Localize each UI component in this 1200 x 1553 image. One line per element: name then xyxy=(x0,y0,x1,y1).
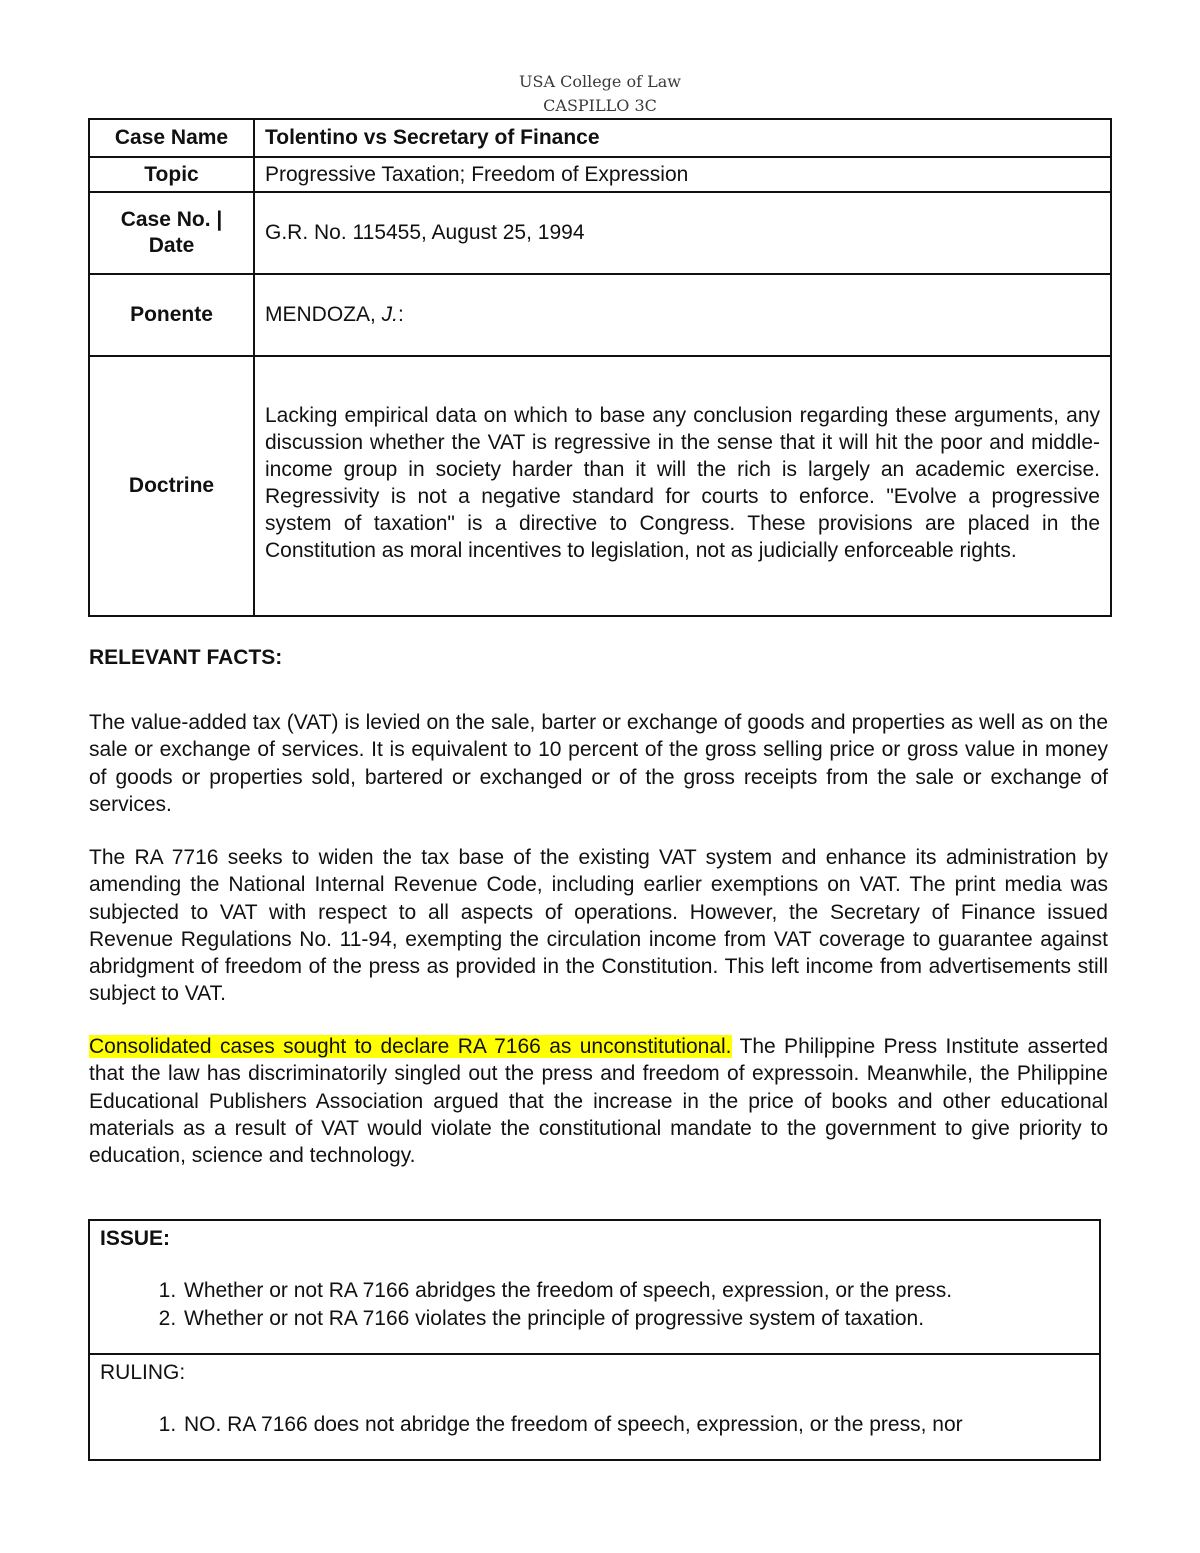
table-row xyxy=(89,157,1111,192)
ponente-value xyxy=(254,274,1111,356)
case-digest-table xyxy=(88,118,1112,617)
case-name-value: Tolentino vs Secretary of Finance xyxy=(254,119,1111,157)
facts-paragraph-3 xyxy=(89,1033,1108,1169)
issue-list xyxy=(100,1277,1089,1333)
facts-paragraph-3-rest: The Philippine Press Institute asserted that the law has discriminatorily singled out the press and freedom of expressoin. Meanwhile, the Philippine Educational Publishers Association argued that the increase in the price of books and other educational materials as a result of VAT would violate the constitutional mandate to the government to give priority to education, science and technology. xyxy=(89,1035,1108,1168)
list-item: 1. NO. RA 7166 does not abridge the freedom of speech, expression, or the press, nor xyxy=(182,1411,1089,1439)
topic-label: Topic xyxy=(89,157,254,192)
table-row xyxy=(89,1354,1100,1460)
ruling-heading: RULING: xyxy=(100,1361,186,1384)
table-row xyxy=(89,356,1111,616)
doctrine-value: Lacking empirical data on which to base any conclusion regarding these arguments, any discussion whether the VAT is regressive in the sense that it will hit the poor and middle-income group in society harder than it will the rich is largely an academic exercise. Regressivity is not a negative standard for courts to enforce. "Evolve a progressive system of taxation" is a directive to Congress. These provisions are placed in the Constitution as moral incentives to legislation, not as judicially enforceable rights. xyxy=(254,356,1111,616)
issue-ruling-table xyxy=(88,1219,1101,1461)
list-item: 1. Whether or not RA 7166 abridges the freedom of speech, expression, or the press. xyxy=(182,1277,1089,1305)
date-label: Date xyxy=(148,234,195,257)
case-name-label: Case Name xyxy=(89,119,254,157)
relevant-facts-heading: RELEVANT FACTS: xyxy=(89,646,283,669)
issue-cell xyxy=(89,1220,1100,1354)
topic-value: Progressive Taxation; Freedom of Expression xyxy=(254,157,1111,192)
case-no-label: Case No. | xyxy=(120,208,223,231)
facts-paragraph-1: The value-added tax (VAT) is levied on the sale, barter or exchange of goods and properties as well as on the sale or exchange of services. It is equivalent to 10 percent of the gross selling price or gross value in money of goods or properties sold, bartered or exchanged or of the gross receipts from the sale or exchange of services. xyxy=(89,711,1108,816)
table-row xyxy=(89,119,1111,157)
school-name: USA College of Law xyxy=(519,72,681,91)
document-header xyxy=(0,70,1200,118)
issue-heading: ISSUE: xyxy=(100,1227,171,1250)
ruling-list xyxy=(100,1411,1089,1439)
case-no-date-label xyxy=(89,192,254,274)
author-section: CASPILLO 3C xyxy=(543,96,657,115)
table-row xyxy=(89,192,1111,274)
doctrine-label: Doctrine xyxy=(89,356,254,616)
ponente-suffix: : xyxy=(398,303,404,326)
table-row xyxy=(89,1220,1100,1354)
ponente-label: Ponente xyxy=(89,274,254,356)
ruling-cell xyxy=(89,1354,1100,1460)
ponente-name: MENDOZA, xyxy=(265,303,382,326)
table-row xyxy=(89,274,1111,356)
list-item: 2. Whether or not RA 7166 violates the principle of progressive system of taxation. xyxy=(182,1305,1089,1333)
facts-paragraph-2: The RA 7716 seeks to widen the tax base of the existing VAT system and enhance its administration by amending the National Internal Revenue Code, including earlier exemptions on VAT. The print media was subjected to VAT with respect to all aspects of operations. However, the Secretary of Finance issued Revenue Regulations No. 11-94, exempting the circulation income from VAT coverage to guarantee against abridgment of freedom of the press as provided in the Constitution. This left income from advertisements still subject to VAT. xyxy=(89,846,1108,1006)
highlighted-text: Consolidated cases sought to declare RA 7166 as unconstitutional. xyxy=(89,1035,732,1058)
case-no-date-value: G.R. No. 115455, August 25, 1994 xyxy=(254,192,1111,274)
ponente-title: J. xyxy=(381,303,399,326)
